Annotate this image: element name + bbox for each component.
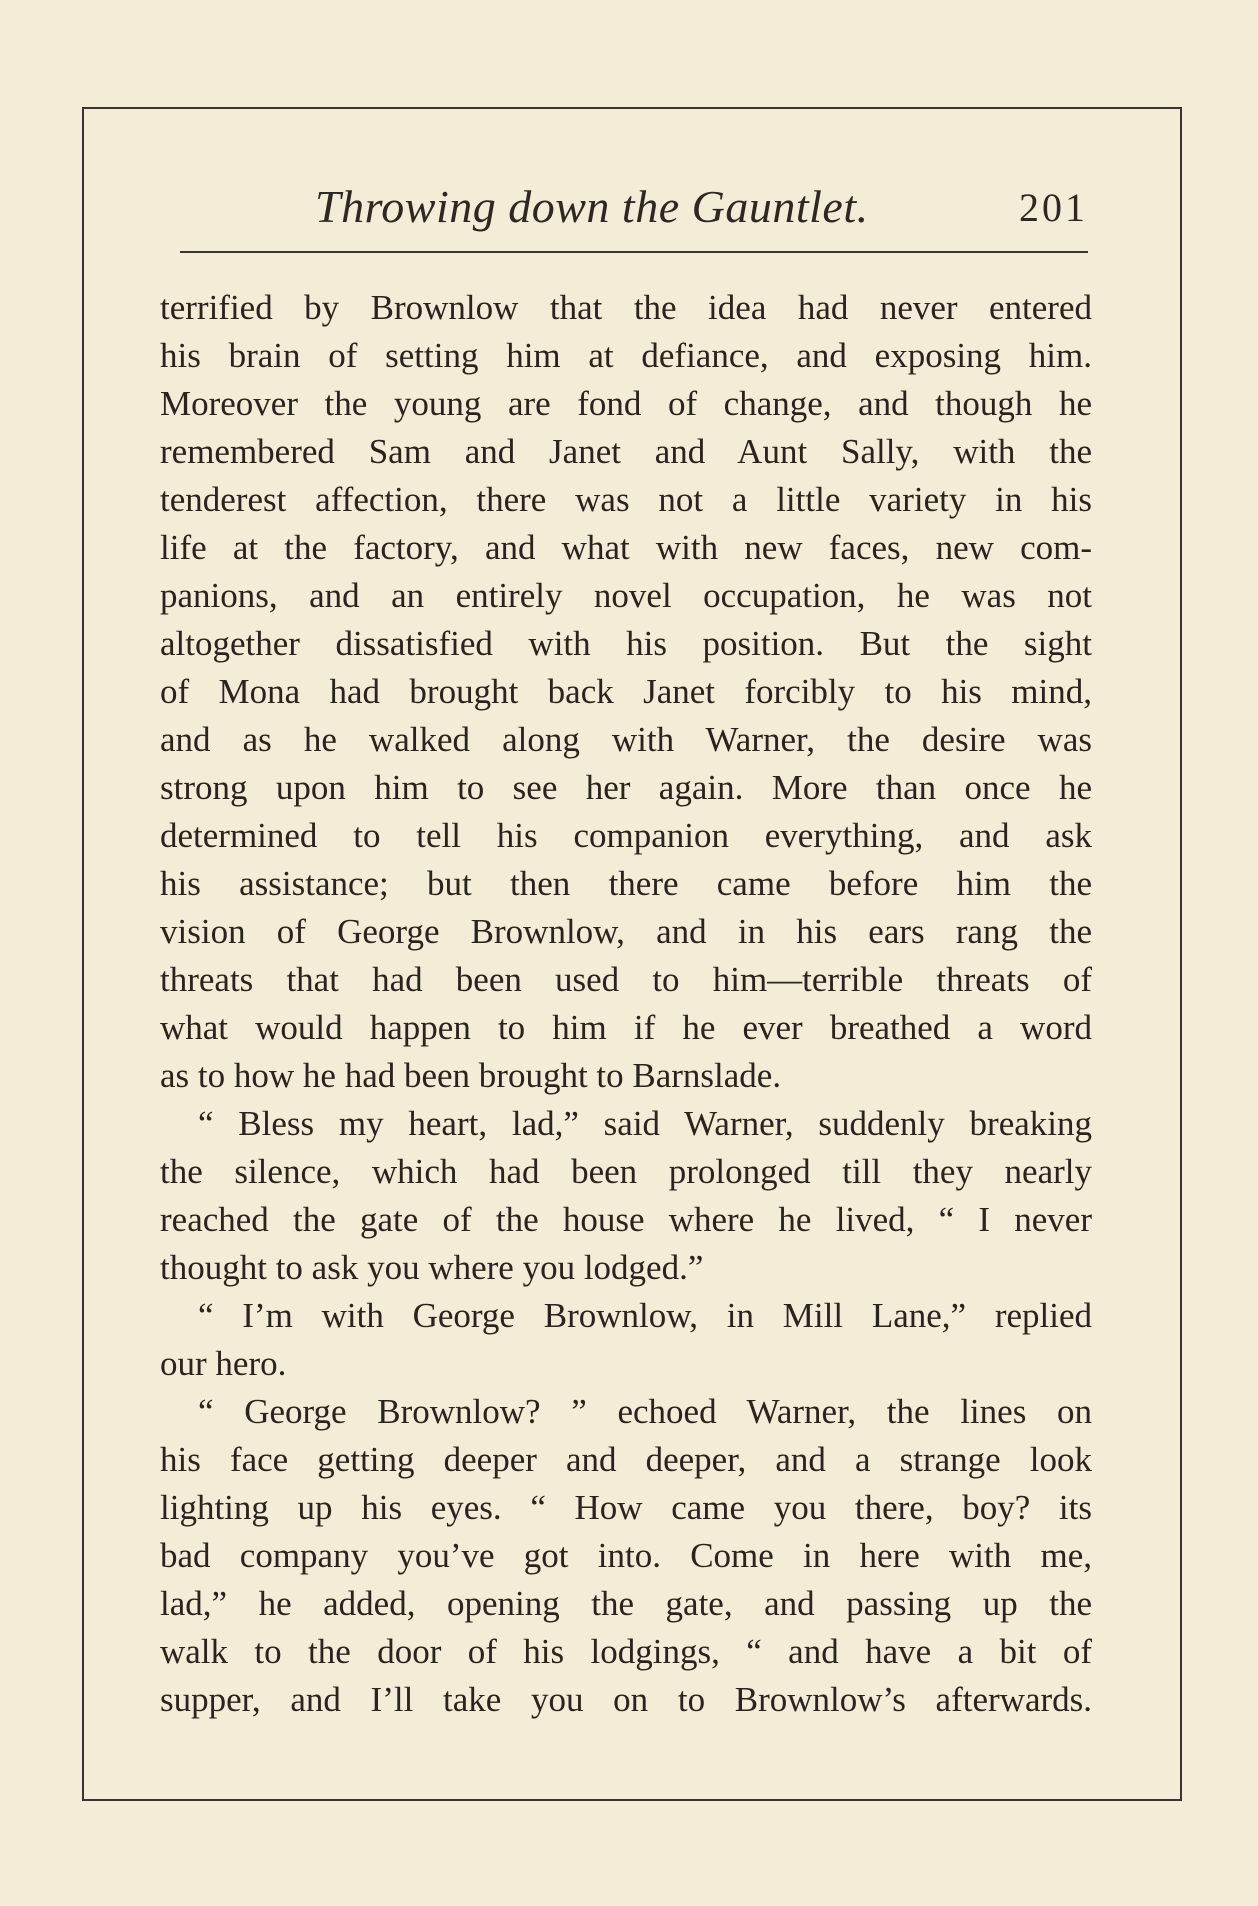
text-line: strong upon him to see her again. More than once he [160,768,1092,807]
text-line: lighting up his eyes. “ How came you there, boy? its [160,1488,1092,1527]
text-line: terrified by Brownlow that the idea had never entered [160,288,1092,327]
text-line: our hero. [160,1344,287,1383]
text-line: and as he walked along with Warner, the desire was [160,720,1092,759]
text-line: threats that had been used to him—terrible threats of [160,960,1092,999]
text-line: “ I’m with George Brownlow, in Mill Lane,” replied [198,1296,1092,1335]
text-line: reached the gate of the house where he lived, “ I never [160,1200,1092,1239]
text-line: “ Bless my heart, lad,” said Warner, suddenly breaking [198,1104,1092,1143]
running-title: Throwing down the Gauntlet. [315,181,869,232]
text-line: determined to tell his companion everything, and ask [160,816,1092,855]
text-line: altogether dissatisfied with his position. But the sight [160,624,1092,663]
text-line: his face getting deeper and deeper, and a strange look [160,1440,1092,1479]
text-line: Moreover the young are fond of change, and though he [160,384,1092,423]
body-text [160,284,1092,1724]
text-line: supper, and I’ll take you on to Brownlow’s afterwards. [160,1680,1092,1719]
header-rule [180,251,1088,253]
text-line: as to how he had been brought to Barnslade. [160,1056,782,1095]
running-head [180,180,1088,240]
text-line: panions, and an entirely novel occupation, he was not [160,576,1092,615]
text-line: his brain of setting him at defiance, and exposing him. [160,336,1092,375]
text-line: what would happen to him if he ever breathed a word [160,1008,1092,1047]
text-line: life at the factory, and what with new faces, new com- [160,528,1092,567]
page-number: 201 [1019,185,1088,230]
text-line: walk to the door of his lodgings, “ and have a bit of [160,1632,1092,1671]
text-line: lad,” he added, opening the gate, and passing up the [160,1584,1092,1623]
text-line: bad company you’ve got into. Come in here with me, [160,1536,1092,1575]
text-line: his assistance; but then there came before him the [160,864,1092,903]
text-line: of Mona had brought back Janet forcibly to his mind, [160,672,1092,711]
text-line: the silence, which had been prolonged till they nearly [160,1152,1092,1191]
text-line: remembered Sam and Janet and Aunt Sally, with the [160,432,1092,471]
text-line: thought to ask you where you lodged.” [160,1248,704,1287]
text-line: “ George Brownlow? ” echoed Warner, the lines on [198,1392,1092,1431]
text-line: tenderest affection, there was not a little variety in his [160,480,1092,519]
text-line: vision of George Brownlow, and in his ears rang the [160,912,1092,951]
